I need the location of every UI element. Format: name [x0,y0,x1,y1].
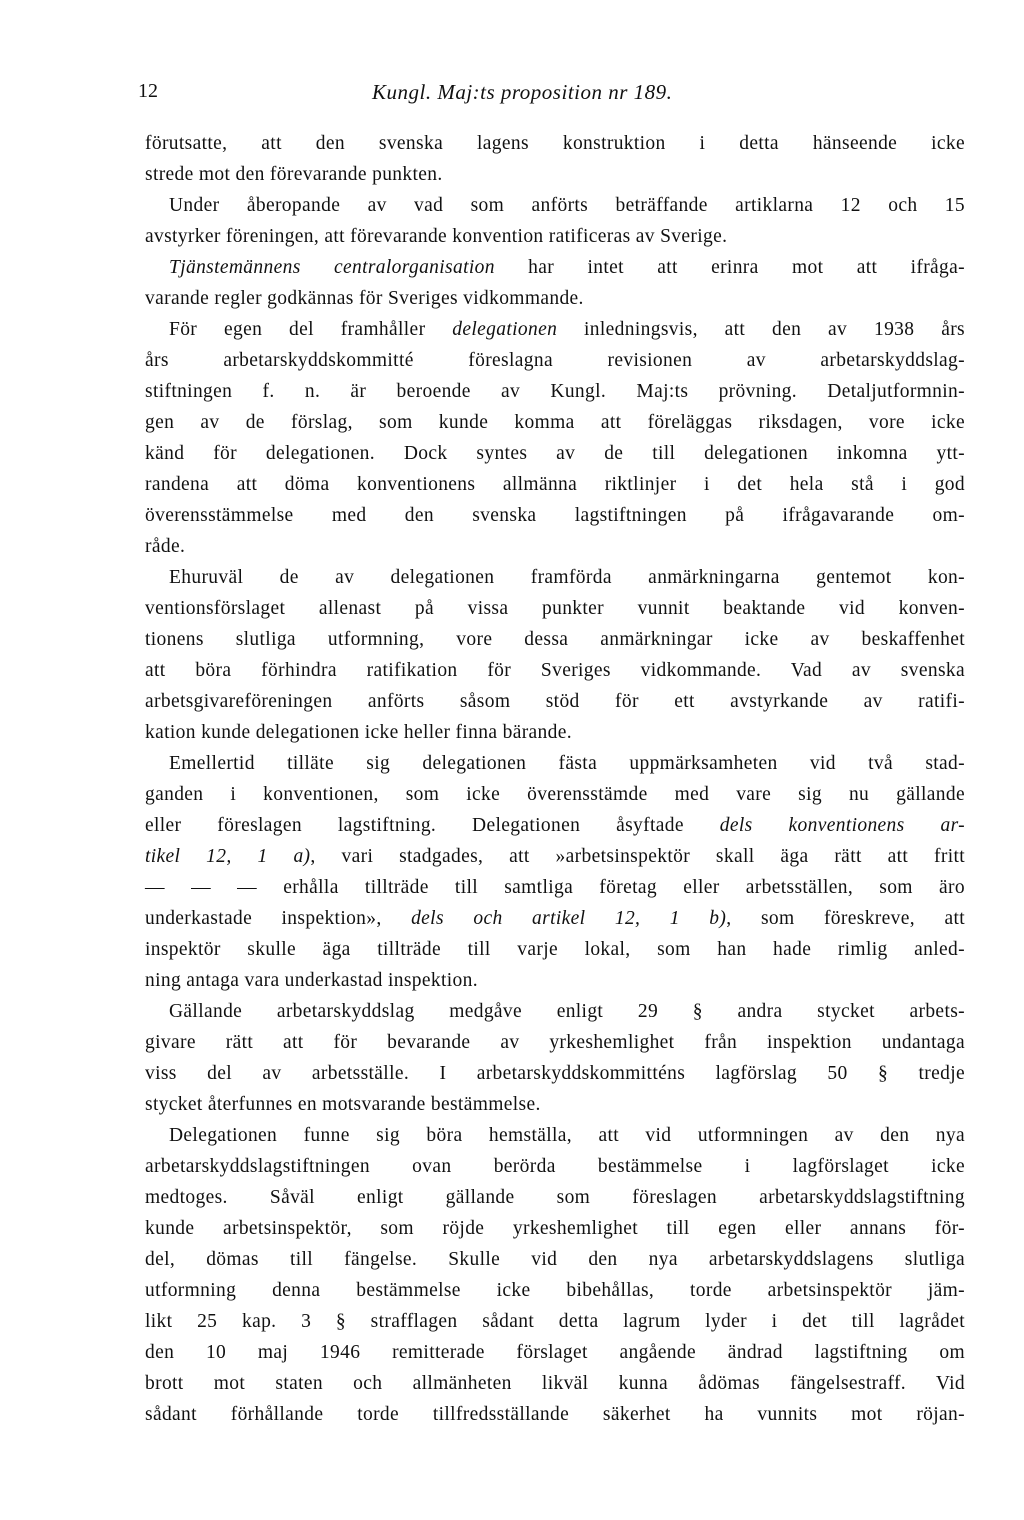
text-line: sådant förhållande torde tillfredsställande säkerhet ha vunnits mot röjan- [145,1404,965,1425]
text-line: Delegationen funne sig böra hemställa, att vid utformningen av den nya [169,1125,965,1146]
body-text [145,128,965,1430]
text-line: randena att döma konventionens allmänna riktlinjer i det hela stå i god [145,474,965,495]
text-line: överensstämmelse med den svenska lagstiftningen på ifrågavarande om- [145,505,965,526]
text-line: varande regler godkännas för Sveriges vidkommande. [145,288,584,309]
text-line: förutsatte, att den svenska lagens konstruktion i detta hänseende icke [145,133,965,154]
italic-term: Tjänstemännens centralorganisation [169,257,495,278]
text-line: givare rätt att för bevarande av yrkeshemlighet från inspektion undantaga [145,1032,965,1053]
text-line: viss del av arbetsställe. I arbetarskyddskommitténs lagförslag 50 § tredje [145,1063,965,1084]
text-line: den 10 maj 1946 remitterade förslaget angående ändrad lagstiftning om [145,1342,965,1363]
text-line: brott mot staten och allmänheten likväl kunna ådömas fängelsestraff. Vid [145,1373,965,1394]
italic-term: delegationen [452,319,558,340]
text-line: avstyrker föreningen, att förevarande konvention ratificeras av Sverige. [145,226,728,247]
text-line: eller föreslagen lagstiftning. Delegationen åsyftade dels konventionens ar- [145,815,965,836]
text-line: del, dömas till fängelse. Skulle vid den nya arbetarskyddslagens slutliga [145,1249,965,1270]
text-line: stycket återfunnes en motsvarande bestämmelse. [145,1094,541,1115]
text-line: arbetsgivareföreningen anförts såsom stöd för ett avstyrkande av ratifi- [145,691,965,712]
text-line: Emellertid tilläte sig delegationen fästa uppmärksamheten vid två stad- [169,753,965,774]
text-line: För egen del framhåller delegationen inledningsvis, att den av 1938 års [169,319,965,340]
italic-term: konventionens ar- [788,815,965,836]
text-line: stiftningen f. n. är beroende av Kungl. Maj:ts prövning. Detaljutformnin- [145,381,965,402]
italic-term: dels och artikel 12, 1 b) [411,908,727,929]
text-line: tikel 12, 1 a), vari stadgades, att »arbetsinspektör skall äga rätt att fritt [145,846,965,867]
text-line: medtoges. Såväl enligt gällande som föreslagen arbetarskyddslagstiftning [145,1187,965,1208]
text-line: — — — erhålla tillträde till samtliga företag eller arbetsställen, som äro [145,877,965,898]
text-line: tionens slutliga utformning, vore dessa anmärkningar icke av beskaffenhet [145,629,965,650]
text-line: kation kunde delegationen icke heller finna bärande. [145,722,572,743]
page-number: 12 [138,80,158,102]
text-line: Tjänstemännens centralorganisation har intet att erinra mot att ifråga- [169,257,965,278]
text-line: arbetarskyddslagstiftningen ovan berörda bestämmelse i lagförslaget icke [145,1156,965,1177]
text-line: ventionsförslaget allenast på vissa punkter vunnit beaktande vid konven- [145,598,965,619]
italic-term: tikel 12, 1 a) [145,846,311,867]
text-line: utformning denna bestämmelse icke bibehållas, torde arbetsinspektör jäm- [145,1280,965,1301]
text-line: inspektör skulle äga tillträde till varje lokal, som han hade rimlig anled- [145,939,965,960]
text-line: råde. [145,536,186,557]
text-line: års arbetarskyddskommitté föreslagna revisionen av arbetarskyddslag- [145,350,965,371]
text-line: underkastade inspektion», dels och artikel 12, 1 b), som föreskreve, att [145,908,965,929]
text-line: gen av de förslag, som kunde komma att föreläggas riksdagen, vore icke [145,412,965,433]
text-line: Gällande arbetarskyddslag medgåve enligt 29 § andra stycket arbets- [169,1001,965,1022]
text-line: strede mot den förevarande punkten. [145,164,443,185]
running-title: Kungl. Maj:ts proposition nr 189. [372,80,673,104]
text-line: att böra förhindra ratifikation för Sveriges vidkommande. Vad av svenska [145,660,965,681]
text-line: ning antaga vara underkastad inspektion. [145,970,478,991]
italic-term: dels [719,815,753,836]
text-line: Ehuruväl de av delegationen framförda anmärkningarna gentemot kon- [169,567,965,588]
text-line: likt 25 kap. 3 § strafflagen sådant detta lagrum lyder i det till lagrådet [145,1311,965,1332]
text-line: ganden i konventionen, som icke överensstämde med vare sig nu gällande [145,784,965,805]
text-line: känd för delegationen. Dock syntes av de till delegationen inkomna ytt- [145,443,965,464]
text-line: Under åberopande av vad som anförts beträffande artiklarna 12 och 15 [169,195,965,216]
text-line: kunde arbetsinspektör, som röjde yrkeshemlighet till egen eller annans för- [145,1218,965,1239]
